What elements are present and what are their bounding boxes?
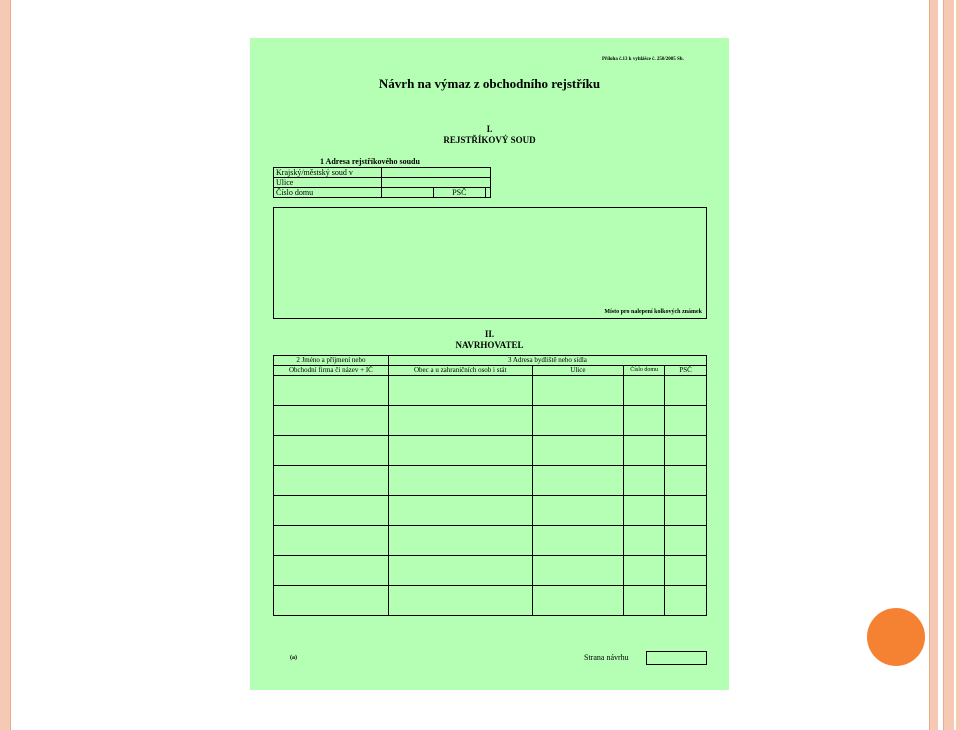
applicant-name-cell[interactable] [274, 436, 389, 466]
table-row [274, 376, 707, 406]
applicant-name-cell[interactable] [274, 406, 389, 436]
house-number-field[interactable] [381, 188, 433, 198]
form-page [250, 38, 729, 690]
applicant-street-cell[interactable] [532, 526, 624, 556]
slide-frame-left [0, 0, 11, 730]
form-title: Návrh na výmaz z obchodního rejstříku [378, 76, 601, 91]
applicant-municipality-cell[interactable] [388, 436, 532, 466]
table-row [274, 586, 707, 616]
applicant-name-cell[interactable] [274, 556, 389, 586]
stamp-area-label: Místo pro nalepení kolkových známek [604, 309, 702, 315]
applicant-postal-cell[interactable] [665, 436, 707, 466]
applicant-house-number-cell[interactable] [624, 586, 665, 616]
section-2-heading: NAVRHOVATEL [455, 340, 524, 350]
street-label: Ulice [274, 178, 382, 188]
applicant-rows [274, 376, 707, 616]
page-number-field[interactable] [646, 651, 707, 665]
applicant-house-number-cell[interactable] [624, 496, 665, 526]
applicant-postal-cell[interactable] [665, 586, 707, 616]
applicant-house-number-cell[interactable] [624, 436, 665, 466]
table-row [274, 556, 707, 586]
col-street-header: Ulice [532, 366, 624, 376]
court-address-heading: 1 Adresa rejstříkového soudu [320, 157, 420, 166]
col-name-header-line2: Obchodní firma či název + IČ [274, 366, 389, 376]
slide-frame-right-stripe [929, 0, 938, 730]
applicant-municipality-cell[interactable] [388, 586, 532, 616]
applicant-street-cell[interactable] [532, 586, 624, 616]
applicant-street-cell[interactable] [532, 406, 624, 436]
footer-mark: (a) [290, 655, 297, 661]
table-row [274, 466, 707, 496]
applicant-house-number-cell[interactable] [624, 376, 665, 406]
postal-label: PSČ [433, 188, 485, 198]
applicant-municipality-cell[interactable] [388, 496, 532, 526]
table-row [274, 496, 707, 526]
section-2-number: II. [484, 329, 495, 339]
applicant-street-cell[interactable] [532, 466, 624, 496]
applicant-postal-cell[interactable] [665, 406, 707, 436]
appendix-note: Příloha č.13 k vyhlášce č. 250/2005 Sb. [602, 57, 684, 62]
applicant-name-cell[interactable] [274, 586, 389, 616]
applicant-postal-cell[interactable] [665, 376, 707, 406]
applicant-house-number-cell[interactable] [624, 526, 665, 556]
street-field[interactable] [381, 178, 490, 188]
court-field[interactable] [381, 168, 490, 178]
applicant-municipality-cell[interactable] [388, 526, 532, 556]
applicant-street-cell[interactable] [532, 496, 624, 526]
table-row [274, 406, 707, 436]
applicant-street-cell[interactable] [532, 376, 624, 406]
applicant-name-cell[interactable] [274, 526, 389, 556]
applicant-municipality-cell[interactable] [388, 376, 532, 406]
applicant-house-number-cell[interactable] [624, 466, 665, 496]
col-house-number-header: Číslo domu [624, 366, 665, 376]
slide-accent-circle [867, 608, 925, 666]
applicant-house-number-cell[interactable] [624, 406, 665, 436]
applicant-name-cell[interactable] [274, 376, 389, 406]
applicant-table [273, 355, 707, 616]
applicant-postal-cell[interactable] [665, 556, 707, 586]
table-row [274, 526, 707, 556]
applicant-postal-cell[interactable] [665, 526, 707, 556]
section-1-number: I. [486, 124, 493, 134]
table-row [274, 436, 707, 466]
postal-field[interactable] [486, 188, 491, 198]
col-address-header: 3 Adresa bydliště nebo sídla [388, 356, 706, 366]
applicant-municipality-cell[interactable] [388, 466, 532, 496]
applicant-house-number-cell[interactable] [624, 556, 665, 586]
applicant-street-cell[interactable] [532, 556, 624, 586]
page-number-label: Strana návrhu [584, 653, 629, 662]
slide-frame-right-stripe [943, 0, 954, 730]
stamp-area [273, 207, 707, 319]
house-number-label: Číslo domu [274, 188, 382, 198]
col-name-header-line1: 2 Jméno a příjmení nebo [274, 356, 389, 366]
applicant-municipality-cell[interactable] [388, 556, 532, 586]
applicant-street-cell[interactable] [532, 436, 624, 466]
slide-frame-right-stripe [956, 0, 960, 730]
col-municipality-header: Obec a u zahraničních osob i stát [388, 366, 532, 376]
section-1-heading: REJSTŘÍKOVÝ SOUD [443, 135, 536, 145]
applicant-postal-cell[interactable] [665, 466, 707, 496]
applicant-name-cell[interactable] [274, 496, 389, 526]
court-address-table [273, 167, 491, 198]
applicant-name-cell[interactable] [274, 466, 389, 496]
col-postal-header: PSČ [665, 366, 707, 376]
applicant-postal-cell[interactable] [665, 496, 707, 526]
applicant-municipality-cell[interactable] [388, 406, 532, 436]
court-label: Krajský/městský soud v [274, 168, 382, 178]
